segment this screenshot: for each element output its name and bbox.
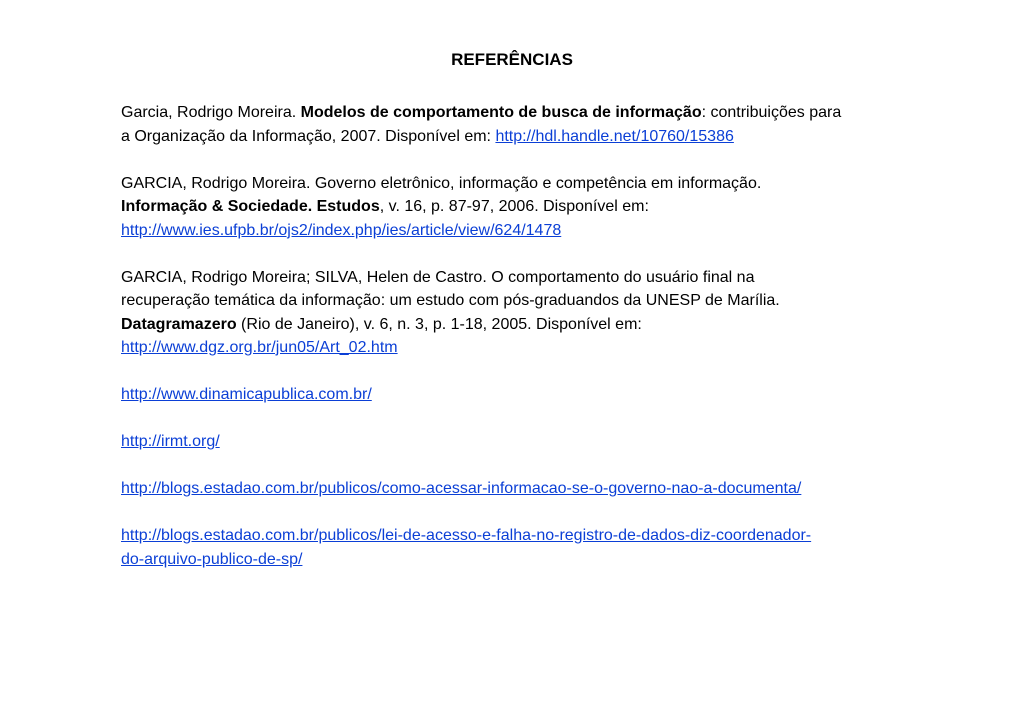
reference-link[interactable]: http://www.dinamicapublica.com.br/ bbox=[121, 386, 372, 403]
reference-item-4 bbox=[121, 383, 921, 407]
reference-line: GARCIA, Rodrigo Moreira. Governo eletrônico, informação e competência em informação. bbox=[121, 174, 762, 192]
reference-subtitle: : contribuições para bbox=[701, 104, 842, 121]
reference-line bbox=[121, 195, 921, 219]
reference-item-7 bbox=[121, 524, 921, 571]
reference-line bbox=[121, 336, 921, 360]
reference-link[interactable]: http://www.ies.ufpb.br/ojs2/index.php/ies/article/view/624/1478 bbox=[121, 221, 562, 239]
reference-line bbox=[121, 313, 921, 337]
reference-authors: Garcia, Rodrigo Moreira. bbox=[121, 104, 301, 121]
reference-link[interactable]: http://www.dgz.org.br/jun05/Art_02.htm bbox=[121, 339, 398, 356]
reference-item-1 bbox=[121, 101, 921, 148]
reference-item-2 bbox=[121, 172, 921, 243]
references-list bbox=[121, 101, 921, 595]
reference-details: a Organização da Informação, 2007. Disponível em: bbox=[121, 127, 496, 145]
reference-link[interactable]: http://blogs.estadao.com.br/publicos/como-acessar-informacao-se-o-governo-nao-a-documenta/ bbox=[121, 480, 802, 497]
reference-details: (Rio de Janeiro), v. 6, n. 3, p. 1-18, 2005. Disponível em: bbox=[236, 315, 642, 333]
reference-item-5 bbox=[121, 430, 921, 454]
reference-line: recuperação temática da informação: um estudo com pós-graduandos da UNESP de Marília. bbox=[121, 292, 780, 309]
page-title: REFERÊNCIAS bbox=[451, 50, 573, 69]
reference-link-line: http://blogs.estadao.com.br/publicos/lei-de-acesso-e-falha-no-registro-de-dados-diz-coordenador- bbox=[121, 527, 812, 544]
reference-line: GARCIA, Rodrigo Moreira; SILVA, Helen de Castro. O comportamento do usuário final na bbox=[121, 268, 755, 286]
reference-link[interactable]: http://hdl.handle.net/10760/15386 bbox=[495, 127, 734, 145]
reference-line bbox=[121, 477, 921, 501]
reference-line bbox=[121, 125, 921, 149]
reference-item-3 bbox=[121, 266, 921, 360]
reference-line bbox=[121, 383, 921, 407]
reference-link[interactable]: http://irmt.org/ bbox=[121, 433, 220, 450]
reference-link[interactable] bbox=[121, 524, 921, 571]
reference-item-6 bbox=[121, 477, 921, 501]
reference-link-line: do-arquivo-publico-de-sp/ bbox=[121, 550, 303, 568]
reference-title: Modelos de comportamento de busca de informação bbox=[300, 104, 702, 121]
reference-line bbox=[121, 430, 921, 454]
reference-details: , v. 16, p. 87-97, 2006. Disponível em: bbox=[379, 198, 649, 215]
reference-journal: Datagramazero bbox=[121, 315, 237, 333]
reference-line bbox=[121, 219, 921, 243]
reference-journal: Informação & Sociedade. Estudos bbox=[121, 198, 380, 215]
reference-line bbox=[121, 101, 921, 125]
